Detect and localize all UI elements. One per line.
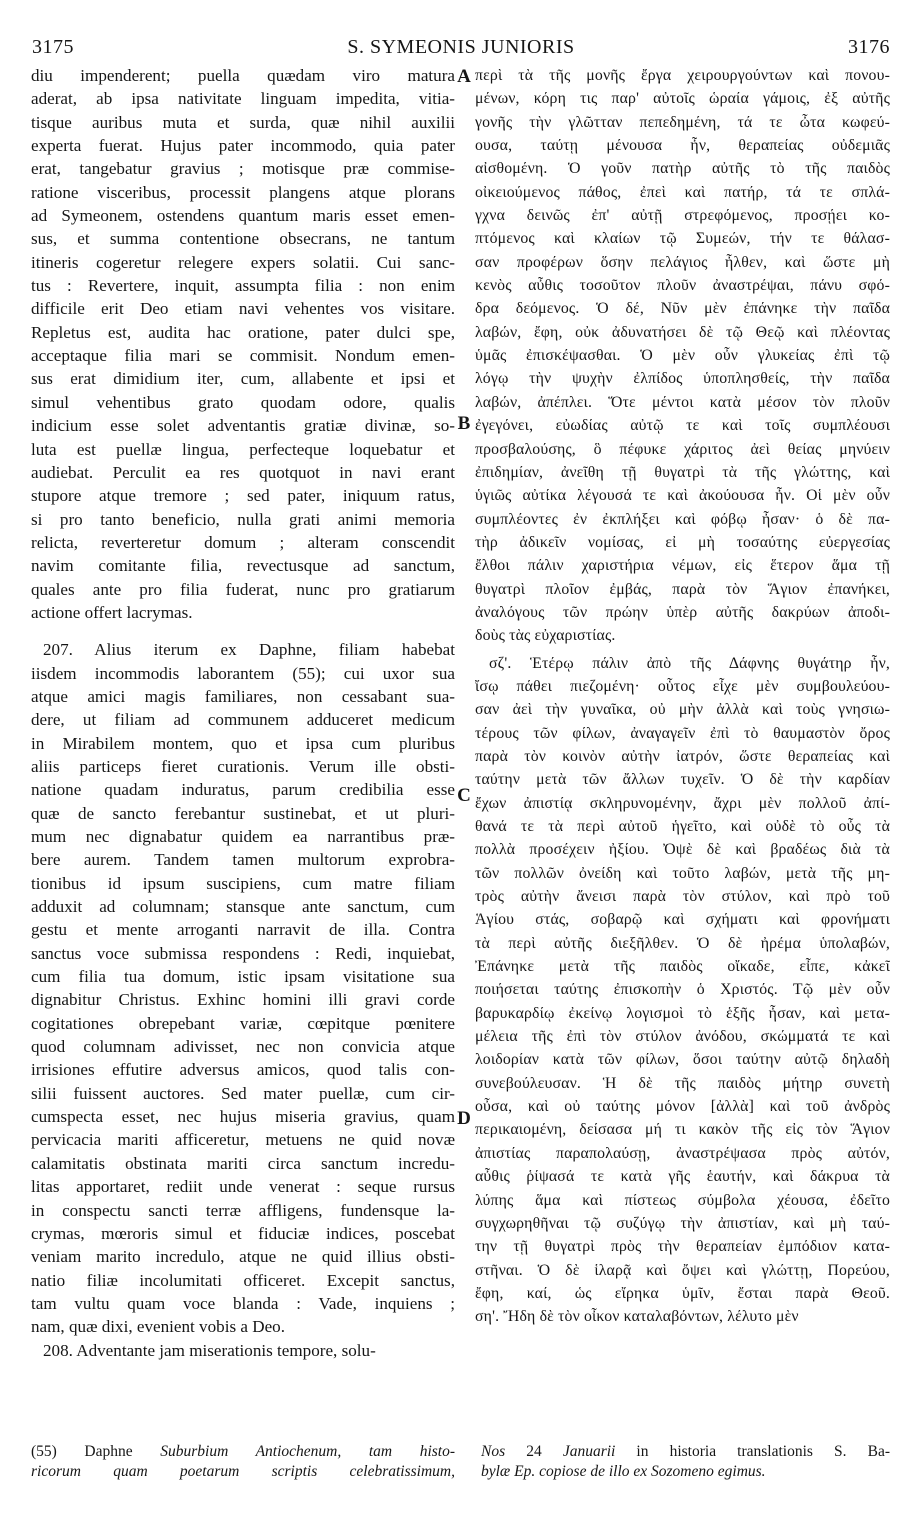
text-line: dere, ut filiam ad communem adduceret medicum	[31, 710, 455, 730]
text-line: οὖσα, καὶ οὐ ταύτης μόνον [ἀλλὰ] καὶ τοῦ ἀνδρὸς	[475, 1098, 890, 1116]
text-line: crymas, mœroris simul et fiduciæ indices, poscebat	[31, 1223, 455, 1243]
text-line: περὶ τὰ τῆς μονῆς ἔργα χειρουργούντων καὶ πονου-	[475, 67, 890, 84]
text-line: quæ de sancto ferebantur sustinebat, et ut pluri-	[31, 803, 455, 823]
text-line: τὰ περὶ αὐτῆς διεξῆλθεν. Ὁ δὲ ἠρέμα ὑπολαβών,	[475, 934, 890, 952]
text-line: γονῆς τὴν γλῶτταν πεπεδημένη, τά τε ὦτα κωφεύ-	[475, 113, 890, 131]
text-line: περικαιομένη, δείσασα μή τι κακὸν τῆς εἰς τὸν Ἅγιον	[475, 1121, 890, 1139]
text-line: cogitationes obrepebant variæ, cœpitque pœnitere	[31, 1013, 455, 1033]
text-line: θανά τε τὰ περὶ αὐτοῦ ἡγεῖτο, καὶ οὐδὲ τὸ οὖς τὰ	[475, 818, 890, 835]
text-line: τὴρ ἀδικεῖν νομίσας, εἰ μὴ τοσαύτης εὐεργεσίας	[475, 533, 890, 551]
text-line: 208. Adventante jam miserationis tempore, solu-	[43, 1340, 376, 1360]
text-line: sus, et summa contentione obsecrans, ne tantum	[31, 229, 455, 249]
text-line: συνεβούλευσαν. Ἡ δὲ τῆς παιδὸς μήτηρ συνετὴ	[475, 1074, 890, 1092]
text-line: quod columnam adivisset, nec non convicia atque	[31, 1037, 455, 1057]
text-line: irrisiones effutire adversus amicos, quod talis con-	[31, 1060, 455, 1080]
page-header	[32, 36, 890, 66]
text-line: audiebat. Perculit ea res quotquot in navi erant	[31, 462, 455, 482]
text-line: ἀναλόγους τῶν πρώην ὑπὲρ αὐτῆς δακρύων ἀποδι-	[475, 603, 890, 621]
margin-letter-c: C	[457, 785, 471, 806]
text-line: παρὰ τὸν κοινὸν αὐτὴν ἰατρόν, ὥστε θεραπείας καὶ	[475, 747, 890, 765]
text-line: ταύτην μετὰ τῶν ἄλλων τυχεῖν. Ὁ δὲ τὴν καρδίαν	[475, 771, 890, 789]
text-line: ὑμᾶς ἐπισκέψασθαι. Ὁ μὲν οὖν γλυκείας ἐπὶ τῷ	[475, 347, 890, 365]
paragraph-break	[31, 624, 455, 638]
margin-letter-a: A	[457, 66, 471, 87]
text-line: Ἐπάνηκε μετὰ τῆς παιδὸς οἴκαδε, εἶπε, κἀκεῖ	[475, 958, 890, 976]
text-line: tionibus id ipsum suscipiens, cum matre filiam	[31, 873, 455, 893]
text-line: σαν προφέρων ὅσην πελάγιος ἦλθεν, καὶ ὥστε μὴ	[475, 253, 890, 271]
footnote-text-italic: Januarii	[562, 1443, 616, 1460]
footnote-right	[481, 1442, 890, 1482]
text-line: συμπλέοντες ἐν ἐκπλήξει καὶ φόβῳ ἦσαν· ὁ δὲ πα-	[475, 510, 890, 528]
text-line: κενὸς αὖθις τοσοῦτον πλοῦν ἀναστρέψαι, πάνυ σφό-	[475, 277, 890, 295]
footnote-text: (55) Daphne	[31, 1443, 161, 1460]
footnote-line	[31, 1442, 455, 1462]
text-line: simul vehentibus grato quodam odore, qualis	[31, 392, 455, 412]
text-line: σζ'. Ἑτέρῳ πάλιν ἀπὸ τῆς Δάφνης θυγάτηρ ἦν,	[489, 654, 890, 672]
margin-letter-d: D	[457, 1108, 471, 1129]
text-line: atque amici magis familiares, non cessabant sua-	[31, 686, 455, 706]
text-line: in conspectu sancti terræ affligens, fundensque la-	[31, 1200, 455, 1220]
text-line: στῆναι. Ὁ δὲ ἱλαρᾷ καὶ ὄψει καὶ γλώττῃ, Πορεύου,	[475, 1261, 890, 1279]
text-line: actione offert lacrymas.	[31, 602, 193, 622]
text-line: bere aurem. Tandem tamen multorum exprobra-	[31, 850, 455, 870]
text-line: natio filiæ incolumitati officeret. Excepit sanctus,	[31, 1270, 455, 1290]
text-line: si pro tanto beneficio, nulla grati animi memoria	[31, 509, 455, 529]
text-line: αἰσθομένη. Ὁ γοῦν πατὴρ αὐτῆς τὸ τῆς παιδὸς	[475, 160, 890, 178]
page-number-right: 3176	[848, 36, 890, 58]
text-line: luta est puellæ lingua, perfecteque loquebatur et	[31, 439, 455, 459]
latin-column	[31, 64, 455, 1362]
text-line: αὖθις ῥίψασά τε κατὰ γῆς ἑαυτήν, καὶ δάκρυα τὰ	[475, 1168, 890, 1186]
text-line: mum nec dignabatur quidem ea narrantibus præ-	[31, 827, 455, 846]
text-line: litas apportaret, rediit unde venerat : seque rursus	[31, 1177, 455, 1197]
text-line: τῶν πολλῶν ὀνείδη καὶ τοῦτο λαβών, μετὰ τῆς μη-	[475, 864, 890, 882]
text-line: ἔλθοι πάλιν χαριστήρια νέμων, εἰς ἕτερον ἅμα τῇ	[475, 557, 890, 575]
text-line: relicta, reverteretur domum ; alteram conscendit	[31, 532, 455, 552]
text-line: βαρυκαρδίῳ ἐκείνῳ λογισμοὶ τὸ ἑξῆς ἦσαν, καὶ μετα-	[475, 1004, 890, 1022]
text-line: ἀπιστίας παραπολαύσῃ, ἀναστρέψασα πρὸς αὐτόν,	[475, 1144, 890, 1162]
footnote-left	[31, 1442, 455, 1482]
text-line: experta fuerat. Hujus pater incommodo, quia pater	[31, 136, 455, 156]
margin-letter-b: B	[457, 413, 471, 434]
text-line: diu impenderent; puella quædam viro matura	[31, 66, 455, 85]
text-line: pervicacia mariti afficeretur, metuens ne quid novæ	[31, 1130, 455, 1150]
text-line: sanctus voce submissa respondens : Redi, inquiebat,	[31, 943, 455, 963]
text-line: δοὺς τὰς εὐχαριστίας.	[475, 627, 616, 645]
text-line: λόγῳ τὴν ψυχὴν ἐλπίδος ὑποπλησθείς, τὴν παῖδα	[475, 370, 890, 388]
text-line: natione quadam induratus, parum credibilia esse	[31, 780, 455, 800]
greek-column	[475, 64, 890, 1329]
text-line: λαβών, ἀπέπλει. Ὅτε μέντοι κατὰ μέσον τὸν πλοῦν	[475, 393, 890, 411]
text-line: itineris cogeretur relegere expers solatii. Cui sanc-	[31, 252, 455, 272]
text-line: cumspecta esset, nec hujus miseria gravius, quam	[31, 1107, 455, 1127]
text-line: gestu et mente arroganti narravit de illa. Contra	[31, 920, 455, 940]
text-line: τέρους τῶν φίλων, ἀναγαγεῖν ἐπὶ τὸ θαυμαστὸν ὄρος	[475, 724, 890, 742]
footnote-text: 24	[505, 1443, 563, 1460]
text-line: πτόμενος καὶ κλαίων τῷ Συμεών, τήν τε θάλασ-	[475, 230, 890, 248]
text-line: tisque auribus muta et surda, quæ nihil auxilii	[31, 112, 455, 132]
text-line: dignabitur Christus. Exhinc homini illi gravi corde	[31, 990, 455, 1010]
text-line: ἐπιδημίαν, ἀνεῖθη τῇ θυγατρὶ τὰ τῆς γλώττης, καὶ	[475, 463, 890, 481]
running-title: S. SYMEONIS JUNIORIS	[347, 36, 575, 58]
text-line: veniam marito incredulo, atque ne quid illius obsti-	[31, 1247, 455, 1267]
footnote-line	[481, 1442, 890, 1462]
footnote-line	[481, 1462, 890, 1482]
text-line: ad Symeonem, ostendens quantum maris esset emen-	[31, 206, 455, 226]
text-line: navim comitante filia, revectusque ad sanctum,	[31, 556, 455, 576]
text-line: nam, quæ dixi, evenient vobis a Deo.	[31, 1317, 285, 1337]
text-line: adduxit ad columnam; stansque ante sanctum, cum	[31, 897, 455, 917]
text-line: indicium esse solet adventantis gratiæ divinæ, so-	[31, 416, 455, 436]
text-line: in Mirabilem montem, quo et ipsa cum pluribus	[31, 733, 455, 753]
text-line: 207. Alius iterum ex Daphne, filiam habebat	[43, 640, 455, 660]
footnote-text-italic: bylæ Ep. copiose de illo ex Sozomeno egimus.	[481, 1463, 766, 1480]
text-line: ἔχων ἀπιστίᾳ σκληρυνομένην, ἄχρι μὲν πολλοῦ ἀπί-	[475, 794, 890, 812]
text-line: λαβών, ἔφη, οὐκ ἀδυνατήσει δὲ τῷ Θεῷ καὶ πλέοντας	[475, 323, 890, 341]
text-line: erat, tangebatur gravius ; motisque præ commise-	[31, 159, 455, 179]
text-line: ση'. Ἤδη δὲ τὸν οἶκον καταλαβόντων, λέλυτο μὲν	[475, 1308, 799, 1326]
footnote-text-italic: Suburbium Antiochenum, tam histo-	[160, 1443, 455, 1460]
text-line: θυγατρὶ πλοῖον ἐμβάς, παρὰ τὸν Ἅγιον ἐπανήκει,	[475, 580, 890, 598]
text-line: aderat, ab ipsa nativitate linguam impedita, vitia-	[31, 89, 455, 109]
text-line: τρὸς αὐτὴν ἄνεισι παρὰ τὸν στύλον, καὶ πρὸ τοῦ	[475, 888, 890, 906]
text-line: tam vultu quam voce blanda : Vade, inquiens ;	[31, 1293, 455, 1313]
text-line: μέλεια τῆς ἐπὶ τὸν στύλον ἀνόδου, σκώμματά τε καὶ	[475, 1028, 890, 1046]
text-line: quales ante pro filia fuderat, nunc pro gratiarum	[31, 579, 455, 599]
text-line: πολλὰ προσέχειν ἠξίου. Ὀψὲ δὲ καὶ βραδέως διὰ τὰ	[475, 841, 890, 859]
text-line: aliis particeps fieret curationis. Verum ille obsti-	[31, 756, 455, 776]
text-line: ποιήσεται ταύτης ἐπισκοπὴν ὁ Χριστός. Τῷ μὲν οὖν	[475, 981, 890, 999]
text-line: stupore atque tremore ; sed pater, iniquum ratus,	[31, 486, 455, 506]
text-line: γχνα δεινῶς ἐπ' αὐτῇ στρεφόμενος, προσῄει κο-	[475, 207, 890, 225]
text-line: συγχωρηθῆναι τῷ συζύγῳ τὴν ἀπιστίαν, καὶ μὴ ταύ-	[475, 1214, 890, 1232]
page-number-left: 3175	[32, 36, 74, 58]
text-line: ratione visceribus, processit plangens atque plorans	[31, 182, 455, 202]
text-line: λοιδορίαν κατὰ τῶν φίλων, ὅσοι ταύτην αὐτῷ δηλαδὴ	[475, 1051, 890, 1069]
text-line: cum filia tua domum, istic ipsam visitatione sua	[31, 967, 455, 987]
text-line: προσβαλούσης, ὃ πέφυκε χάριτος ἀεὶ θείας μηνύειν	[475, 440, 890, 458]
text-line: silii fuissent auctores. Sed mater puellæ, cum cir-	[31, 1083, 455, 1103]
text-line: λύπης ἅμα καὶ πίστεως σύμβολα χέουσα, ἐδεῖτο	[475, 1191, 890, 1209]
text-line: μένων, κόρη τις παρ' αὐτοῖς ὡραία γάμοις, ἐξ αὐτῆς	[475, 90, 890, 108]
text-line: calamitatis obstinata mariti circa sanctum incredu-	[31, 1153, 455, 1173]
footnote-text-italic: Nos	[481, 1443, 506, 1460]
footnote-text-italic: ricorum quam poetarum scriptis celebratissimum,	[31, 1463, 455, 1480]
text-line: ἴσῳ πάθει πιεζομένη· οὗτος εἶχε μὲν συμβουλεύου-	[475, 677, 890, 695]
text-line: tus : Revertere, inquit, assumpta filia : non enim	[31, 276, 455, 296]
text-line: οἰκειούμενος πάθος, ἐπεὶ καὶ πατήρ, τά τε σπλά-	[475, 183, 890, 201]
footnote-text: in historia translationis S. Ba-	[615, 1443, 890, 1460]
text-line: acceptaque filia mari se commisit. Nondum emen-	[31, 346, 455, 366]
text-line: sus erat dimidium iter, cum, allabente et ipsi et	[31, 369, 455, 389]
text-line: Repletus est, audita hac oratione, pater dulci spe,	[31, 322, 455, 342]
text-line: ἐγεγόνει, εὐωδίας αὐτῷ τε καὶ τοῖς συμπλέουσι	[475, 417, 890, 435]
text-line: ουσα, ταύτῃ μένουσα ἦν, θεραπείας οὐδεμιᾶς	[475, 137, 890, 155]
text-line: δρα δεόμενος. Ὁ δέ, Νῦν μὲν ἐπάνηκε τὴν παῖδα	[475, 300, 890, 318]
text-line: ἔφη, καί, ὡς εἴρηκα ὑμῖν, ἔσται παρὰ Θεοῦ.	[475, 1284, 890, 1302]
text-line: ὑγιῶς αὐτίκα λέγουσά τε καὶ ἀκούουσα ἦν. Οἱ μὲν οὖν	[475, 487, 890, 505]
text-line: difficile erit Deo etiam navi vehentes vos visitare.	[31, 299, 455, 319]
text-line: σαν ἀεὶ τὴν γυναῖκα, οὐ μὴν ἀλλὰ καὶ τοὺς γνησιω-	[475, 701, 890, 719]
text-line: iisdem incommodis laborantem (55); cui uxor sua	[31, 663, 455, 683]
text-line: Ἁγίου στάς, σοβαρῷ καὶ σχήματι καὶ φρονήματι	[475, 911, 890, 929]
text-line: την τῇ θυγατρὶ πρὸς τὴν θεραπείαν ἐμπόδιον κατα-	[475, 1238, 890, 1256]
footnote-line	[31, 1462, 455, 1482]
